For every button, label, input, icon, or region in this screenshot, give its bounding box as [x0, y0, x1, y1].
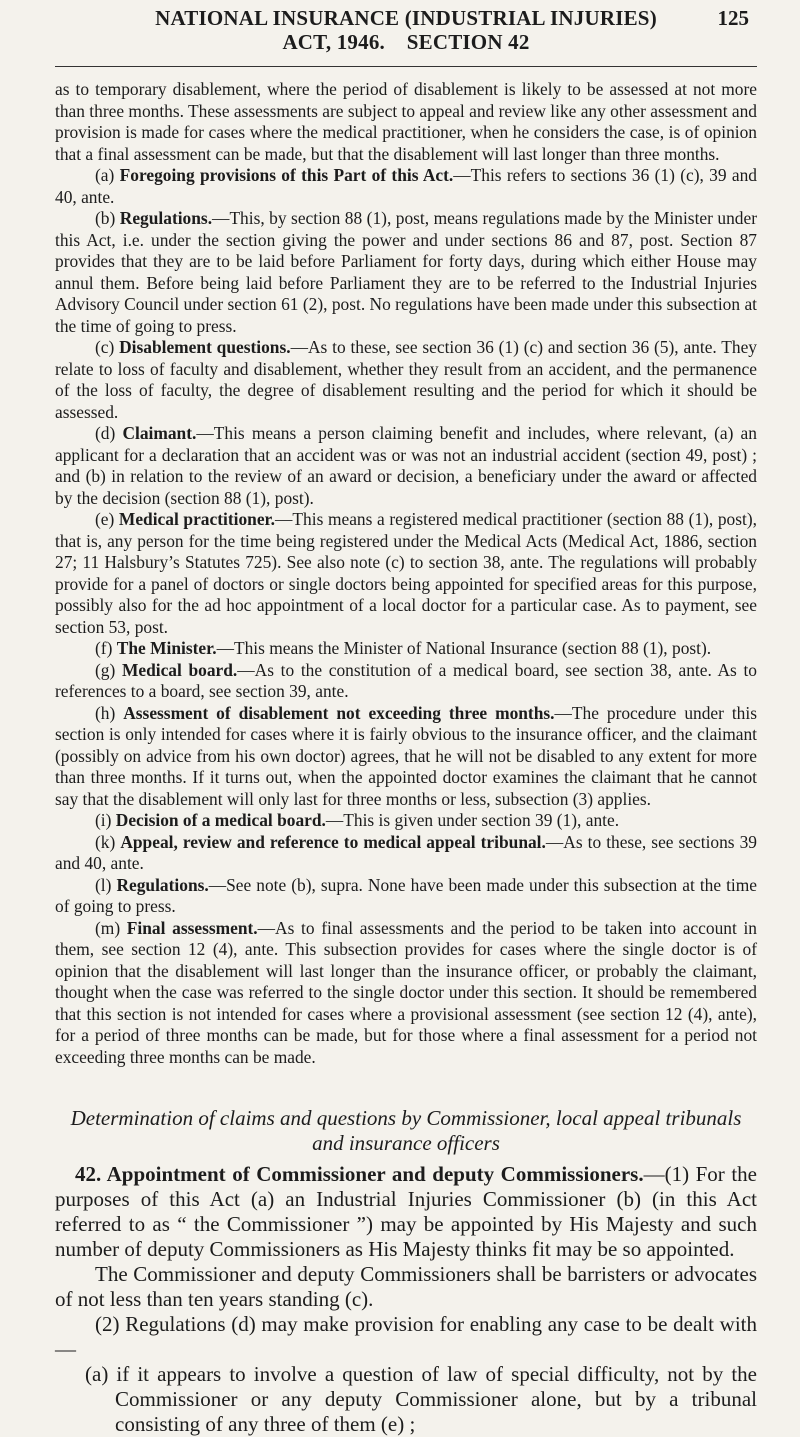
note-label: (c) — [95, 337, 120, 357]
note-item — [55, 660, 757, 703]
note-label: (h) — [95, 702, 124, 723]
note-text: —The procedure under this section is only intended for cases where it is fairly obvious to the insurance officer, and the claimant (possibly on advice from his own doctor) agrees, that he will not be disabled to any extent for more than three months. If it turns out, when the appointed doctor examines the claimant that he cannot say that the disablement will only last for three months or less, subsection (3) applies. — [55, 702, 757, 809]
note-text: —As to final assessments and the period to be taken into account in them, see section 12 (4), ante. This subsection provides for cases where the single doctor is of opinion that the disablement will last longer than the insurance officer, or probably the claimant, thought when the case was referred to the single doctor under this section. It should be remembered that this section is not intended for cases where a provisional assessment (see section 12 (4), ante), for a period of three months can be made, but for those where a final assessment for a period not exceeding three months can be made. — [55, 917, 757, 1067]
note-label: (a) — [95, 165, 120, 185]
note-label: (e) — [95, 509, 119, 529]
note-label: (d) — [95, 423, 123, 443]
note-text: —This, by section 88 (1), post, means regulations made by the Minister under this Act, i.e. under the section giving the power and under sections 86 and 87, post. Section 87 provides that they are to be laid before Parliament for forty days, during which either House may annul them. Before being laid before Parliament they are to be referred to the Industrial Injuries Advisory Council under section 61 (2), post. No regulations have been made under this subsection at the time of going to press. — [55, 208, 757, 336]
note-text: —This is given under section 39 (1), ante. — [325, 810, 620, 830]
note-heading: Foregoing provisions of this Part of this Act. — [119, 165, 454, 185]
note-text: —This means a registered medical practitioner (section 88 (1), post), that is, any person for the time being registered under the Medical Acts (Medical Act, 1886, section 27; 11 Halsbury’s Statutes 725). See also note (c) to section 38, ante. The regulations will probably provide for a panel of doctors or single doctors being appointed for specified areas for this purpose, possibly also for the ad hoc appointment of a local doctor for a particular case. As to payment, see section 53, post. — [55, 509, 757, 637]
running-title-line-1: NATIONAL INSURANCE (INDUSTRIAL INJURIES) — [155, 6, 657, 30]
note-label: (k) — [95, 831, 121, 852]
note-list — [55, 165, 757, 1068]
note-item — [55, 810, 757, 832]
note-heading: Disablement questions. — [119, 337, 291, 357]
note-heading: Regulations. — [119, 208, 213, 228]
note-heading: The Minister. — [116, 638, 217, 658]
note-item — [55, 918, 757, 1069]
note-item — [55, 208, 757, 337]
section-42 — [55, 1162, 757, 1262]
note-item — [55, 337, 757, 423]
note-text: —This refers to sections 36 (1) (c), 39 and 40, ante. — [55, 165, 757, 207]
note-heading: Medical practitioner. — [118, 509, 276, 529]
note-text: —As to the constitution of a medical board, see section 38, ante. As to references to a board, see section 39, ante. — [55, 659, 757, 701]
note-label: (l) — [95, 874, 117, 895]
note-item — [55, 165, 757, 208]
section-para-2: The Commissioner and deputy Commissioners shall be barristers or advocates of not less than ten years standing (c). — [55, 1262, 757, 1311]
note-item — [55, 703, 757, 811]
page-header — [55, 0, 757, 67]
note-heading: Final assessment. — [126, 917, 258, 938]
note-heading: Claimant. — [122, 423, 197, 443]
note-label: (g) — [95, 659, 122, 680]
note-intro: as to temporary disablement, where the period of disablement is likely to be assessed at not more than three months. These assessments are subject to appeal and review like any other assessment and provision is made for cases where the medical practitioner, when he considers the case, is of opinion that a final assessment can be made, but that the disablement will last longer than three months. — [55, 79, 757, 164]
part-subheading: Determination of claims and questions by Commissioner, local appeal tribunals and insurance officers — [70, 1106, 742, 1155]
note-heading: Regulations. — [116, 874, 209, 895]
section-para-1: —(1) For the purposes of this Act (a) an Industrial Injuries Commissioner (b) (in this Act referred to as “ the Commissioner ”) may be appointed by His Majesty and such number of deputy Commissioners as His Majesty thinks fit may be so appointed. — [55, 1162, 757, 1261]
note-heading: Medical board. — [121, 659, 238, 680]
note-text: —This means a person claiming benefit and includes, where relevant, (a) an applicant for a declaration that an accident was or was not an industrial accident (section 49, post) ; and (b) in relation to the review of an award or decision, a beneficiary under the award or affected by the decision (section 88 (1), post). — [55, 423, 757, 508]
note-text: —See note (b), supra. None have been made under this subsection at the time of going to press. — [55, 874, 758, 916]
note-text: —As to these, see section 36 (1) (c) and section 36 (5), ante. They relate to loss of faculty and disablement, whether they result from an accident, and the permanence of the loss of faculty, the degree of disablement resulting and the period for which it should be assessed. — [55, 337, 757, 422]
page-number: 125 — [717, 6, 749, 30]
note-label: (f) — [95, 638, 117, 658]
note-label: (i) — [95, 810, 116, 830]
note-item — [55, 509, 757, 638]
running-title-line-2: ACT, 1946. SECTION 42 — [282, 30, 530, 54]
statute-text — [55, 1162, 757, 1437]
section-item-a: (a) if it appears to involve a question of law of special difficulty, not by the Commissioner or any deputy Commissioner alone, but by a tribunal consisting of any three of them (e) ; — [85, 1362, 757, 1436]
note-item — [55, 638, 757, 660]
section-para-3: (2) Regulations (d) may make provision for enabling any case to be dealt with— — [55, 1312, 757, 1361]
note-label: (b) — [95, 208, 120, 228]
note-heading: Appeal, review and reference to medical appeal tribunal. — [120, 831, 546, 852]
note-item — [55, 832, 757, 875]
header-rule — [55, 66, 757, 67]
note-text: —This means the Minister of National Insurance (section 88 (1), post). — [216, 638, 712, 658]
note-label: (m) — [95, 917, 127, 938]
note-text: —As to these, see sections 39 and 40, ante. — [55, 831, 757, 873]
note-item — [55, 875, 757, 918]
annotation-notes — [55, 79, 757, 1068]
note-item — [55, 423, 757, 509]
note-heading: Decision of a medical board. — [115, 810, 326, 830]
section-heading: 42. Appointment of Commissioner and deputy Commissioners. — [75, 1162, 644, 1186]
note-heading: Assessment of disablement not exceeding three months. — [123, 702, 555, 723]
